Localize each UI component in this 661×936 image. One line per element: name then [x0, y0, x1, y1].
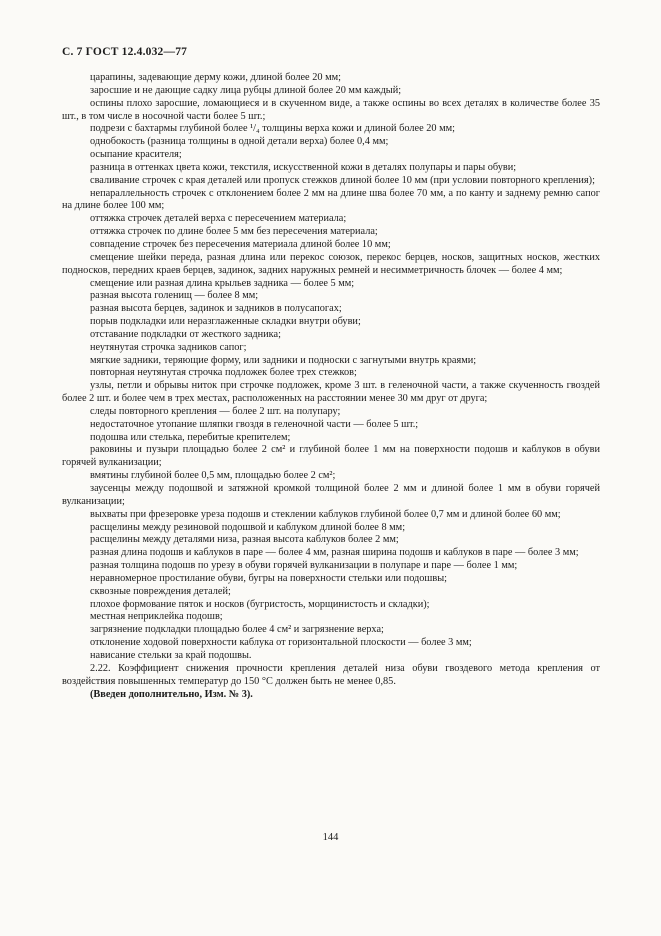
paragraph: местная неприклейка подошв; — [90, 611, 223, 623]
paragraph: разная высота голенищ — более 8 мм; — [90, 290, 259, 302]
paragraph: смещение или разная длина крыльев задника — более 5 мм; — [90, 277, 355, 289]
paragraph: плохое формование пяток и носков (бугристость, морщинистость и складки); — [90, 598, 430, 610]
paragraph: разница в оттенках цвета кожи, текстиля, искусственной кожи в деталях полупары и пары обуви; — [90, 161, 517, 173]
paragraph: неутянутая строчка задников сапог; — [90, 341, 247, 353]
paragraph: заусенцы между подошвой и затяжной кромкой толщиной более 2 мм и длиной более 1 мм в обуви горячей вулканизации; — [62, 483, 600, 507]
paragraph: сваливание строчек с края деталей или пропуск стежков длиной более 10 мм (при условии повторного крепления); — [90, 174, 595, 186]
paragraph: 2.22. Коэффициент снижения прочности крепления деталей низа обуви гвоздевого метода крепления от воздействия повышенных температур до 150 °С должен быть не менее 0,85. — [62, 662, 600, 687]
paragraph: смещение шейки переда, разная длина или перекос союзок, перекос берцев, носков, защитных носков, жестких подносков, передних краев берцев, задинок, задних наружных ремней и несимметричность блочек — более 4 мм; — [62, 251, 600, 276]
paragraph: расщелины между резиновой подошвой и каблуком длиной более 8 мм; — [90, 521, 406, 533]
paragraph: разная толщина подошв по урезу в обуви горячей вулканизации в полупаре и паре — более 1 мм; — [90, 560, 518, 572]
paragraph: оспины плохо заросшие, ломающиеся и в скученном виде, а также оспины во всех деталях в количестве более 35 шт., в том числе в носочной части более 5 шт.; — [62, 97, 600, 122]
paragraph: совпадение строчек без пересечения материала длиной более 10 мм; — [90, 238, 391, 250]
paragraph: подошва или стелька, перебитые крепителем; — [90, 431, 291, 443]
paragraph: отставание подкладки от жесткого задника; — [90, 328, 281, 340]
paragraph: следы повторного крепления — более 2 шт. на полупару; — [90, 405, 341, 417]
paragraph: вмятины глубиной более 0,5 мм, площадью более 2 см²; — [90, 470, 336, 482]
paragraph: нависание стельки за край подошвы. — [90, 649, 252, 661]
body-text — [62, 72, 600, 701]
paragraph: однобокость (разница толщины в одной детали верха) более 0,4 мм; — [90, 136, 389, 148]
paragraph: осыпание красителя; — [90, 149, 182, 161]
paragraph: порыв подкладки или неразглаженные складки внутри обуви; — [90, 316, 361, 328]
paragraph: отклонение ходовой поверхности каблука от горизонтальной плоскости — более 3 мм; — [90, 637, 472, 649]
paragraph: повторная неутянутая строчка подложек более трех стежков; — [90, 367, 357, 379]
paragraph: разная высота берцев, задинок и задников в полусапогах; — [90, 303, 342, 315]
paragraph: подрези с бахтармы глубиной более ¹/₄ толщины верха кожи и длиной более 20 мм; — [90, 123, 455, 135]
paragraph: неравномерное простилание обуви, бугры на поверхности стельки или подошвы; — [90, 572, 447, 584]
paragraph: оттяжка строчек деталей верха с пересечением материала; — [90, 213, 347, 225]
paragraph: сквозные повреждения деталей; — [90, 585, 231, 597]
paragraph: разная длина подошв и каблуков в паре — более 4 мм, разная ширина подошв и каблуков в паре — более 3 мм; — [90, 547, 579, 559]
paragraph: загрязнение подкладки площадью более 4 см² и загрязнение верха; — [90, 624, 384, 636]
paragraph: выхваты при фрезеровке уреза подошв и стеклении каблуков глубиной более 0,7 мм и длиной более 60 мм; — [90, 508, 561, 520]
paragraph: оттяжка строчек по длине более 5 мм без пересечения материала; — [90, 226, 378, 238]
page-header: С. 7 ГОСТ 12.4.032—77 — [62, 46, 188, 58]
paragraph: раковины и пузыри площадью более 2 см² и глубиной более 1 мм на поверхности подошв и каблуков в обуви горячей вулканизации; — [62, 444, 600, 469]
page-number: 144 — [322, 832, 339, 843]
amendment-note: (Введен дополнительно, Изм. № 3). — [90, 688, 253, 700]
paragraph: заросшие и не дающие садку лица рубцы длиной более 20 мм каждый; — [90, 84, 402, 96]
paragraph: расщелины между деталями низа, разная высота каблуков более 2 мм; — [90, 534, 399, 546]
paragraph: мягкие задники, теряющие форму, или задники и подноски с загнутыми внутрь краями; — [90, 354, 477, 366]
paragraph: царапины, задевающие дерму кожи, длиной более 20 мм; — [90, 72, 341, 83]
paragraph: непараллельность строчек с отклонением более 2 мм на длине шва более 70 мм, а по канту и заднему ремню сапог на длине более 100 мм; — [62, 187, 600, 212]
paragraph: узлы, петли и обрывы ниток при строчке подложек, кроме 3 шт. в геленочной части, а также скученность гвоздей более 2 шт. и более чем в трех местах, расположенных на расстоянии менее 30 мм друг от друга; — [62, 380, 600, 405]
paragraph: недостаточное утопание шляпки гвоздя в геленочной части — более 5 шт.; — [90, 418, 419, 430]
